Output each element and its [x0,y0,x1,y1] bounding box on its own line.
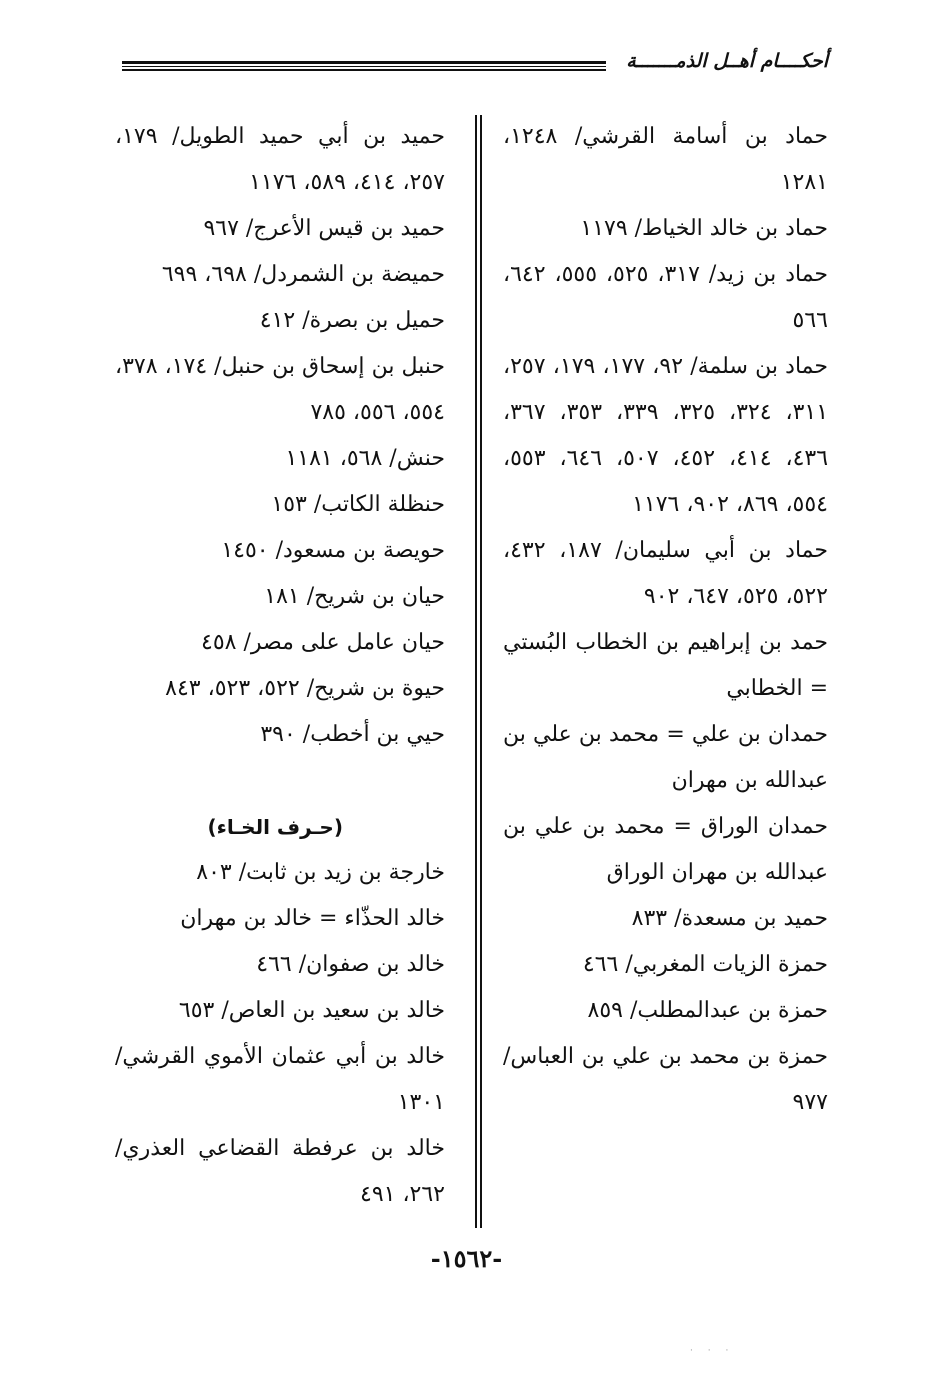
scan-specks: · · · [690,1346,735,1356]
index-entry: حماد بن زيد/ ٣١٧، ٥٢٥، ٥٥٥، ٦٤٢، ٥٦٦ [503,262,829,333]
index-entry: خالد بن سعيد بن العاص/ ٦٥٣ [178,998,445,1023]
index-entry: حميضة بن الشمردل/ ٦٩٨، ٦٩٩ [161,262,445,287]
index-entry: حمدان الوراق = محمد بن علي بن عبدالله بن مهران الوراق [503,814,828,885]
index-column-left [115,114,445,1218]
index-entry: حويصة بن مسعود/ ١٤٥٠ [221,538,445,563]
index-entry: حمد بن إبراهيم بن الخطاب البُستي = الخطابي [503,630,828,701]
index-entry: حنبل بن إسحاق بن حنبل/ ١٧٤، ٣٧٨، ٥٥٤، ٥٥٦، ٧٨٥ [115,354,445,425]
column-divider [475,115,482,1228]
index-entry: حماد بن أبي سليمان/ ١٨٧، ٤٣٢، ٥٢٢، ٥٢٥، ٦٤٧، ٩٠٢ [503,538,828,609]
index-entry: حميد بن أبي حميد الطويل/ ١٧٩، ٢٥٧، ٤١٤، ٥٨٩، ١١٧٦ [115,124,445,195]
index-entry: خالد بن صفوان/ ٤٦٦ [256,952,445,977]
header-double-rule [122,61,606,71]
index-entry: حماد بن سلمة/ ٩٢، ١٧٧، ١٧٩، ٢٥٧، ٣١١، ٣٢٤، ٣٢٥، ٣٣٩، ٣٥٣، ٣٦٧، ٤٣٦، ٤١٤، ٤٥٢، ٥٠٧، ٦٤٦، ٥٥٣، ٥٥٤، ٨٦٩، ٩٠٢، ١١٧٦ [503,354,829,517]
index-entry: خالد الحذّاء = خالد بن مهران [180,906,445,931]
running-header [122,48,828,78]
index-entry: حمدان بن علي = محمد بن علي بن عبدالله بن مهران [503,722,828,793]
section-heading: (حـرف الخـاء) [207,815,343,839]
index-entry: حميد بن مسعدة/ ٨٣٣ [631,906,828,931]
index-entry: حنظلة الكاتب/ ١٥٣ [271,492,445,517]
index-entry: حميد بن قيس الأعرج/ ٩٦٧ [203,216,445,241]
index-entry: حميل بن بصرة/ ٤١٢ [259,308,445,333]
page-number: -١٥٦٢- [430,1244,503,1273]
index-entry: خالد بن أبي عثمان الأموي القرشي/ ١٣٠١ [115,1044,445,1115]
index-entry: حماد بن خالد الخياط/ ١١٧٩ [580,216,828,241]
index-entry: حيي بن أخطب/ ٣٩٠ [260,722,445,747]
index-entry: حماد بن أسامة القرشي/ ١٢٤٨، ١٢٨١ [503,124,828,195]
spacer [115,758,445,804]
index-entry: خارجة بن زيد بن ثابت/ ٨٠٣ [196,860,445,885]
index-entry: حمزة بن عبدالمطلب/ ٨٥٩ [587,998,828,1023]
index-entry: حيان بن شريح/ ١٨١ [264,584,445,609]
index-entry: حمزة الزيات المغربي/ ٤٦٦ [582,952,828,977]
index-entry: حيان عامل على مصر/ ٤٥٨ [201,630,445,655]
index-entry: خالد بن عرفطة القضاعي العذري/ ٢٦٢، ٤٩١ [115,1136,445,1207]
index-entry: حيوة بن شريح/ ٥٢٢، ٥٢٣، ٨٤٣ [165,676,445,701]
index-column-right [503,114,828,1126]
index-entry: حمزة بن محمد بن علي بن العباس/ ٩٧٧ [503,1044,828,1115]
index-entry: حنش/ ٥٦٨، ١١٨١ [285,446,445,471]
running-header-title: أحكــــام أهــل الذمـــــــة [618,48,828,74]
